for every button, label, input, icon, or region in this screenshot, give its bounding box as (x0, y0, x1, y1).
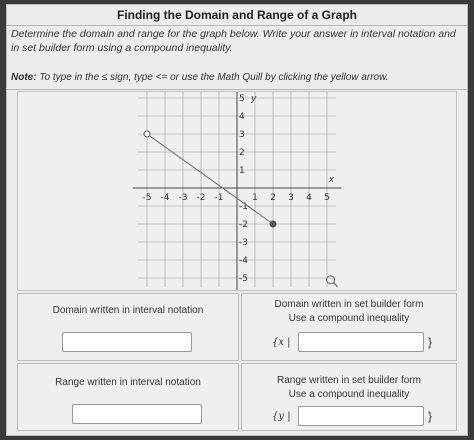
note (11, 71, 461, 85)
note-label: Note: (11, 72, 37, 83)
domain-set-sub: Use a compound inequality (288, 313, 410, 324)
domain-set-label: Domain written in set builder form (274, 299, 424, 310)
magnifier-icon-handle[interactable] (334, 283, 338, 287)
x-tick-label: -5 (142, 193, 152, 203)
segment-closed-endpoint (270, 221, 276, 227)
range-set-prefix: {y | (272, 411, 291, 422)
y-tick-label: -1 (239, 202, 248, 212)
note-text: To type in the ≤ sign, type <= or use the Math Quill by clicking the yellow arrow. (39, 72, 389, 83)
range-interval-cell (17, 363, 239, 431)
domain-set-suffix: } (428, 335, 433, 349)
worksheet (6, 4, 468, 436)
range-set-suffix: } (428, 409, 433, 423)
domain-set-prefix: {x | (272, 337, 291, 348)
x-tick-label: 3 (288, 193, 294, 203)
domain-set-cell (241, 293, 457, 361)
y-axis-label: y (251, 94, 257, 104)
x-axis-label: x (328, 175, 335, 185)
graph-segment (147, 134, 273, 224)
range-interval-input[interactable] (72, 404, 202, 424)
range-interval-label: Range written in interval notation (55, 377, 201, 388)
x-tick-label: 5 (324, 193, 330, 203)
domain-interval-input[interactable] (62, 332, 192, 352)
y-tick-label: 3 (239, 130, 245, 140)
y-tick-label: 4 (239, 112, 245, 122)
y-tick-label: -2 (239, 220, 248, 230)
range-set-label: Range written in set builder form (277, 375, 421, 386)
x-tick-label: 2 (270, 193, 276, 203)
domain-interval-cell (17, 293, 239, 361)
magnifier-icon[interactable] (327, 276, 335, 284)
x-tick-label: -3 (178, 193, 188, 203)
x-tick-label: -2 (196, 193, 206, 203)
divider (7, 89, 467, 90)
page-title: Finding the Domain and Range of a Graph (7, 5, 467, 26)
x-tick-label: 1 (252, 193, 258, 203)
y-tick-label: -3 (239, 238, 248, 248)
y-tick-label: 2 (239, 148, 245, 158)
x-tick-label: 4 (306, 193, 312, 203)
domain-set-input[interactable] (298, 332, 424, 352)
range-set-sub: Use a compound inequality (288, 389, 410, 400)
domain-interval-label: Domain written in interval notation (52, 305, 204, 316)
y-tick-label: -5 (239, 274, 248, 284)
segment-open-endpoint (144, 131, 150, 137)
y-tick-label: 1 (239, 166, 245, 176)
x-tick-label: -1 (214, 193, 224, 203)
y-tick-label: 5 (239, 94, 245, 104)
x-tick-label: -4 (160, 193, 170, 203)
graph-frame (17, 91, 457, 291)
range-set-input[interactable] (298, 406, 424, 426)
coordinate-graph (18, 92, 456, 290)
instructions-text: Determine the domain and range for the graph below. Write your answer in interval notation and in set builder form using a compound inequality. (11, 28, 456, 54)
y-tick-label: -4 (239, 256, 248, 266)
range-set-cell (241, 363, 457, 431)
